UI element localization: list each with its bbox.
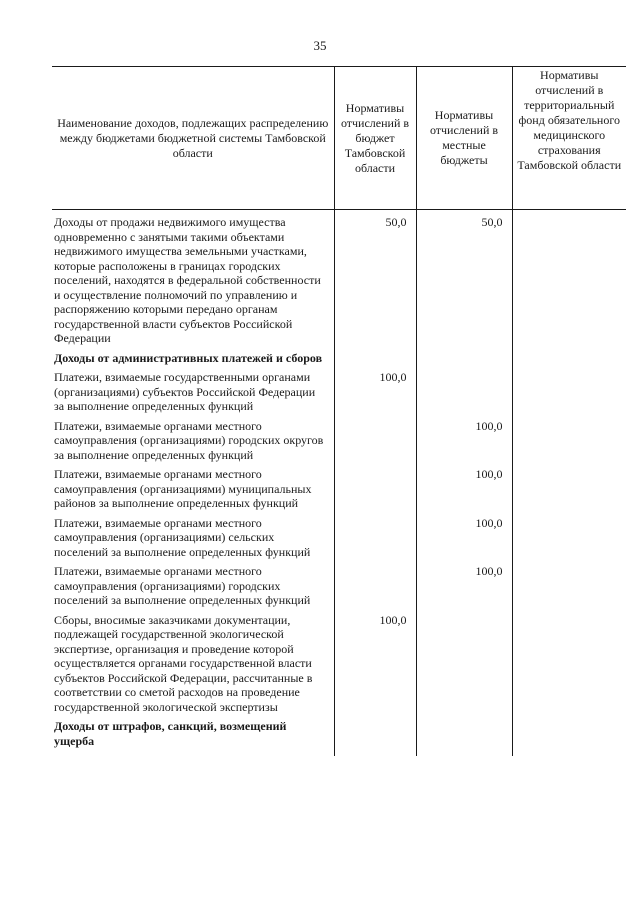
table-row [52,414,626,463]
local-rate: 100,0 [416,559,512,608]
header-income-name: Наименование доходов, подлежащих распределению между бюджетами бюджетной системы Тамбовской области [52,67,334,210]
table-row [52,559,626,608]
income-name: Доходы от продажи недвижимого имущества одновременно с занятыми такими объектами недвижимого имущества земельными участками, которые расположены в границах городских поселений, находятся в федеральной собственности и осуществление полномочий по управлению и распоряжению которыми передано органам государственной власти субъектов Российской Федерации [54,215,321,345]
table-row [52,608,626,715]
regional-rate [334,559,416,608]
budget-distribution-table [52,66,626,756]
table-row [52,462,626,511]
fund-rate [512,210,626,346]
regional-rate [334,346,416,366]
header-regional-budget: Нормативы отчислений в бюджет Тамбовской области [334,67,416,210]
fund-rate [512,608,626,715]
section-title: Доходы от административных платежей и сборов [54,350,323,365]
page-number: 35 [313,38,327,53]
table-header-row [52,67,626,210]
regional-rate [334,462,416,511]
local-rate [416,365,512,414]
regional-rate [334,511,416,560]
income-name: Платежи, взимаемые органами местного самоуправления (организациями) сельских поселений за выполнение определенных функций [54,515,311,559]
local-rate: 50,0 [416,210,512,346]
table-row [52,511,626,560]
section-row [52,714,626,756]
local-rate: 100,0 [416,462,512,511]
income-name: Платежи, взимаемые органами местного самоуправления (организациями) городских поселений за выполнение определенных функций [54,564,311,607]
section-title: Доходы от штрафов, санкций, возмещений ущерба [54,719,287,748]
regional-rate [334,714,416,756]
table-row [52,365,626,414]
regional-rate: 100,0 [334,365,416,414]
fund-rate [512,559,626,608]
income-name: Сборы, вносимые заказчиками документации, подлежащей государственной экологической экспертизе, организация и проведение которой осуществляется органами государственной власти субъектов Российской Федерации, рассчитанные в соответствии со сметой расходов на проведение государственной экологической экспертизы [54,612,313,714]
local-rate [416,608,512,715]
fund-rate [512,346,626,366]
income-name: Платежи, взимаемые органами местного самоуправления (организациями) городских округов за выполнение определенных функций [54,418,324,462]
local-rate [416,714,512,756]
regional-rate [334,414,416,463]
fund-rate [512,414,626,463]
header-local-budgets: Нормативы отчислений в местные бюджеты [416,67,512,210]
local-rate: 100,0 [416,414,512,463]
section-row [52,346,626,366]
local-rate [416,346,512,366]
fund-rate [512,714,626,756]
fund-rate [512,462,626,511]
regional-rate: 100,0 [334,608,416,715]
income-name: Платежи, взимаемые органами местного самоуправления (организациями) муниципальных районов за выполнение определенных функций [54,467,312,510]
local-rate: 100,0 [416,511,512,560]
fund-rate [512,511,626,560]
regional-rate: 50,0 [334,210,416,346]
header-medical-insurance-fund: Нормативы отчислений в территориальный фонд обязательного медицинского страхования Тамбовской области [512,67,626,210]
table-row [52,210,626,346]
fund-rate [512,365,626,414]
income-name: Платежи, взимаемые государственными органами (организациями) субъектов Российской Федерации за выполнение определенных функций [54,370,316,413]
